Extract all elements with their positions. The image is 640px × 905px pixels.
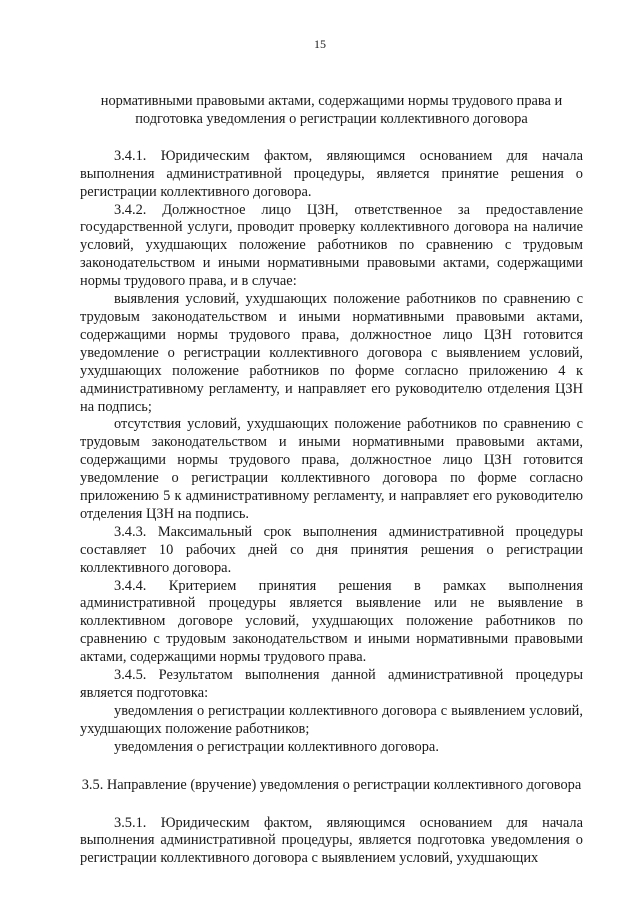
- paragraph-3-4-1: 3.4.1. Юридическим фактом, являющимся основанием для начала выполнения административной процедуры, является принятие решения о регистрации коллективного договора.: [80, 147, 583, 200]
- paragraph-case-not-detected: отсутствия условий, ухудшающих положение работников по сравнению с трудовым законодательством и иными нормативными правовыми актами, содержащими нормы трудового права, должностное лицо ЦЗН готовится уведомление о регистрации коллективного договора по форме согласно приложению 5 к административному регламенту, и направляет его руководителю отделения ЦЗН на подпись.: [80, 416, 583, 522]
- section-heading-continued: нормативными правовыми актами, содержащими нормы трудового права и подготовка уведомления о регистрации коллективного договора: [100, 93, 563, 127]
- spacer: [80, 757, 583, 777]
- section-heading-3-5: 3.5. Направление (вручение) уведомления о регистрации коллективного договора: [81, 776, 582, 793]
- paragraph-3-4-2: 3.4.2. Должностное лицо ЦЗН, ответственное за предоставление государственной услуги, проводит проверку коллективного договора на наличие условий, ухудшающих положение работников по сравнению с трудовым законодательством и иными нормативными правовыми актами, содержащими нормы трудового права, и в случае:: [80, 201, 583, 290]
- paragraph-result-item-1: уведомления о регистрации коллективного договора с выявлением условий, ухудшающих положение работников;: [80, 702, 583, 737]
- paragraph-3-4-3: 3.4.3. Максимальный срок выполнения административной процедуры составляет 10 рабочих дней со дня принятия решения о регистрации коллективного договора.: [80, 523, 583, 576]
- paragraph-3-4-5: 3.4.5. Результатом выполнения данной административной процедуры является подготовка:: [80, 667, 583, 701]
- paragraph-result-item-2: уведомления о регистрации коллективного договора.: [114, 738, 439, 755]
- spacer: [80, 129, 583, 148]
- document-body: [80, 93, 583, 868]
- spacer: [80, 795, 583, 815]
- paragraph-3-5-1: 3.5.1. Юридическим фактом, являющимся основанием для начала выполнения административной процедуры, является подготовка уведомления о регистрации коллективного договора с выявлением условий, ухудшающих: [80, 814, 583, 867]
- paragraph-3-4-4: 3.4.4. Критерием принятия решения в рамках выполнения административной процедуры является выявление или не выявление в коллективном договоре условий, ухудшающих положение работников по сравнению с трудовым законодательством и иными нормативными правовыми актами, содержащими нормы трудового права.: [80, 577, 583, 666]
- page-number: 15: [314, 37, 326, 51]
- paragraph-case-detected: выявления условий, ухудшающих положение работников по сравнению с трудовым законодательством и иными нормативными правовыми актами, содержащими нормы трудового права, должностное лицо ЦЗН готовится уведомление о регистрации коллективного договора с выявлением условий, ухудшающих положение работников по форме согласно приложению 4 к административному регламенту, и направляет его руководителю отделения ЦЗН на подпись;: [80, 291, 583, 415]
